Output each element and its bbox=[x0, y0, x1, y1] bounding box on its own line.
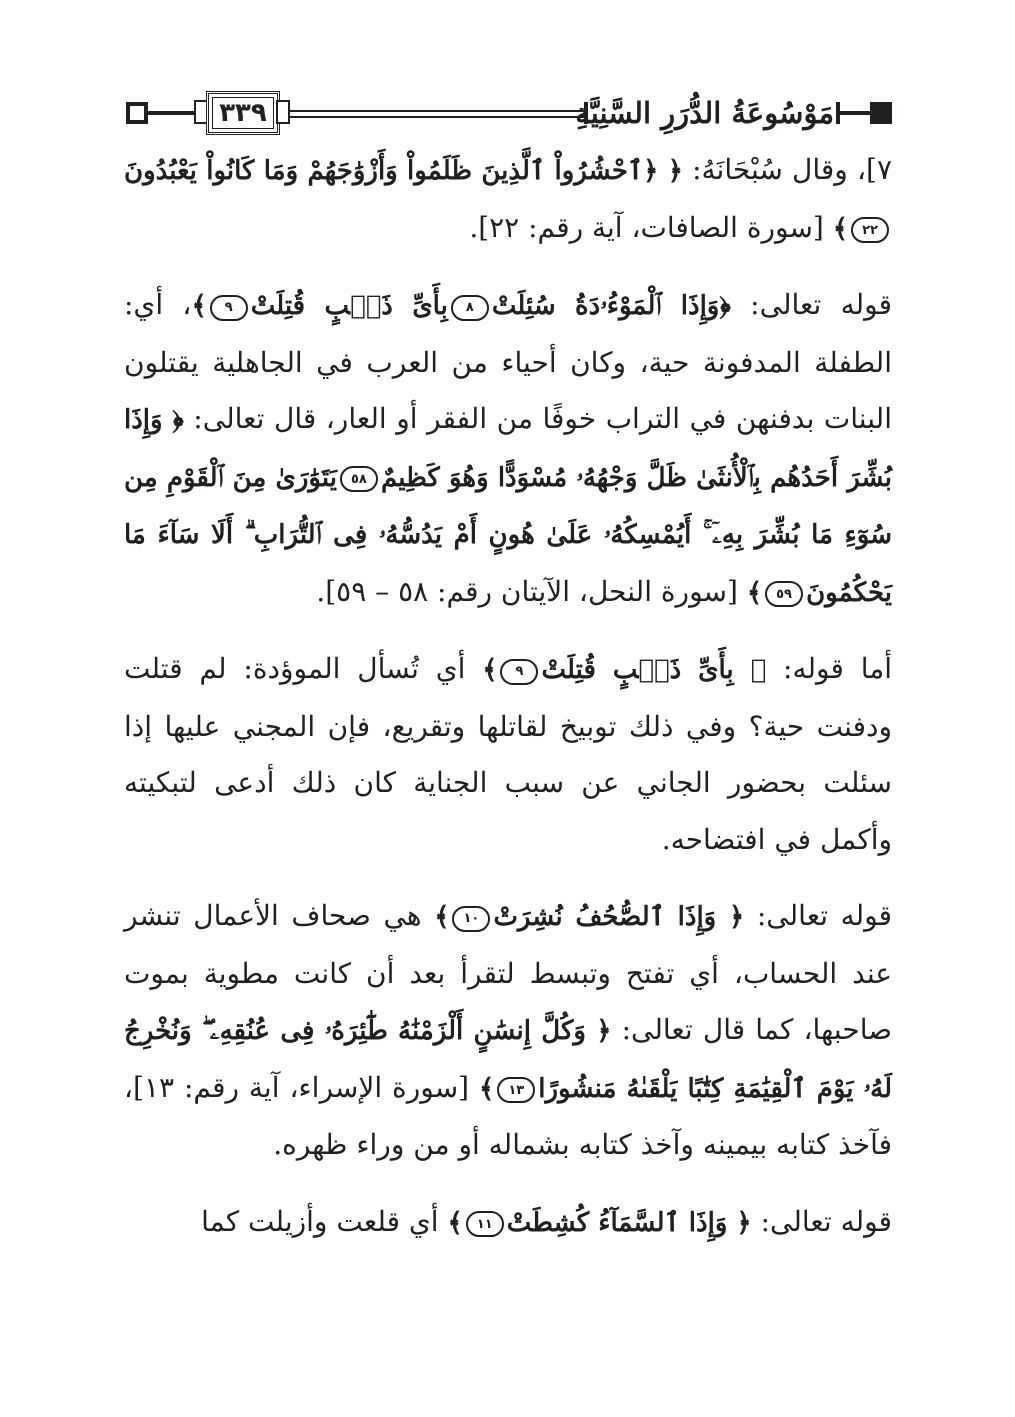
body-paragraph bbox=[124, 1194, 892, 1252]
commentary-text: ٧]، وقال سُبْحَانَهُ: bbox=[682, 153, 892, 186]
quran-verse-text: ﴿ وَإِذَا بُشِّرَ أَحَدُهُم بِٱلْأُنثَىٰ ظَلَّ وَجْهُهُۥ مُسْوَدًّا وَهُوَ كَظِيمٌ bbox=[124, 405, 892, 493]
ayah-number-marker: ٨ bbox=[451, 295, 489, 321]
page-body bbox=[124, 142, 892, 1251]
header-rule-middle bbox=[290, 110, 588, 112]
page-number-box bbox=[206, 91, 280, 135]
header-square-right-ornament bbox=[870, 102, 892, 124]
ayah-number-marker: ٥٩ bbox=[765, 581, 803, 607]
header-rule-middle bbox=[290, 116, 588, 118]
ayah-number-marker: ٥٨ bbox=[340, 466, 378, 492]
body-paragraph bbox=[124, 277, 892, 621]
ayah-number-marker: ٢٢ bbox=[851, 217, 889, 243]
ayah-number-marker: ١٠ bbox=[452, 906, 490, 932]
commentary-text: ، أي: الطفلة المدفونة حية، وكان أحياء من العرب في الجاهلية يقتلون البنات بدفنهن في التراب خوفًا من الفقر أو العار، قال تعالى: bbox=[124, 288, 892, 435]
commentary-text: قوله تعالى: bbox=[751, 1204, 892, 1238]
book-title: مَوْسُوعَةُ الدُّرَرِ السَّنِيَّةِ bbox=[575, 96, 834, 130]
quran-verse-text: بِأَىِّ ذَنۢبٍ قُتِلَتْ bbox=[250, 291, 448, 321]
commentary-text: قوله تعالى: bbox=[744, 899, 893, 932]
quran-verse-text: ﴿ وَإِذَا ٱلسَّمَآءُ كُشِطَتْ bbox=[506, 1207, 752, 1238]
quran-verse-text: ﴿ ﴿ٱحْشُرُواْ ٱلَّذِينَ ظَلَمُواْ وَأَزْوَٰجَهُمْ وَمَا كَانُواْ يَعْبُدُونَ bbox=[124, 156, 683, 186]
quran-verse-text: ﴿ وَكُلَّ إِنسَٰنٍ أَلْزَمْنَٰهُ طَٰٓئِرَهُۥ فِى عُنُقِهِۦ ۖ وَنُخْرِجُ لَهُۥ يَوْمَ ٱلْقِيَٰمَةِ كِتَٰبًا يَلْقَىٰهُ مَنشُورًا bbox=[124, 1016, 892, 1104]
header-rule-right bbox=[840, 111, 870, 115]
quran-verse-text: يَتَوَٰرَىٰ مِنَ ٱلْقَوْمِ مِن سُوٓءِ مَا بُشِّرَ بِهِۦٓ ۚ أَيُمْسِكُهُۥ عَلَىٰ هُونٍ أَمْ يَدُسُّهُۥ فِى ٱلتُّرَابِ ۗ أَلَا سَآءَ مَا يَحْكُمُونَ bbox=[124, 462, 892, 608]
commentary-text: أي قلعت وأزيلت كما bbox=[201, 1204, 448, 1238]
ayah-number-marker: ٩ bbox=[210, 295, 248, 321]
quran-verse-text: ﴿وَإِذَا ٱلْمَوْءُۥدَةُ سُئِلَتْ bbox=[491, 291, 731, 321]
quran-verse-text: ﴿ بِأَىِّ ذَنۢبٍ قُتِلَتْ bbox=[541, 655, 767, 685]
commentary-text: [سورة الصافات، آية رقم: ٢٢]. bbox=[469, 210, 833, 244]
quran-verse-text: ﴾ bbox=[479, 1073, 495, 1104]
ayah-number-marker: ٩ bbox=[500, 659, 538, 685]
commentary-text: أي تُسأل الموؤدة: لم قتلت ودفنت حية؟ وفي ذلك توبيخ لقاتلها وتقريع، فإن المجني عليها إذا سئلت بحضور الجاني عن سبب الجناية كان ذلك أدعى لتبكيته وأكمل في افتضاحه. bbox=[124, 652, 893, 856]
ayah-number-marker: ١١ bbox=[466, 1211, 504, 1237]
body-paragraph bbox=[124, 142, 892, 257]
commentary-text: [سورة النحل، الآيتان رقم: ٥٨ – ٥٩]. bbox=[316, 574, 747, 608]
page-header bbox=[118, 90, 896, 142]
quran-verse-text: ﴾ bbox=[434, 902, 450, 932]
commentary-text: هي صحاف الأعمال تنشر عند الحساب، أي تفتح وتبسط لتقرأ بعد أن كانت مطوية بموت صاحبها، كما قال تعالى: bbox=[124, 899, 893, 1046]
page-number: ٣٣٩ bbox=[219, 98, 267, 128]
quran-verse-text: ﴾ bbox=[191, 291, 207, 321]
commentary-text: [سورة الإسراء، آية رقم: ١٣]، فآخذ كتابه بيمينه وآخذ كتابه بشماله أو من وراء ظهره. bbox=[124, 1070, 892, 1161]
commentary-text: أما قوله: bbox=[766, 652, 893, 685]
commentary-text: قوله تعالى: bbox=[730, 288, 892, 321]
header-knot-ornament bbox=[276, 100, 290, 124]
header-square-left-ornament bbox=[126, 102, 148, 124]
quran-verse-text: ﴾ bbox=[447, 1207, 463, 1238]
quran-verse-text: ﴾ bbox=[746, 577, 763, 608]
body-paragraph bbox=[124, 888, 892, 1174]
quran-verse-text: ﴿ وَإِذَا ٱلصُّحُفُ نُشِرَتْ bbox=[493, 902, 745, 932]
quran-verse-text: ﴾ bbox=[832, 213, 848, 244]
quran-verse-text: ﴾ bbox=[482, 655, 498, 685]
body-paragraph bbox=[124, 641, 892, 868]
ayah-number-marker: ١٣ bbox=[497, 1077, 535, 1103]
